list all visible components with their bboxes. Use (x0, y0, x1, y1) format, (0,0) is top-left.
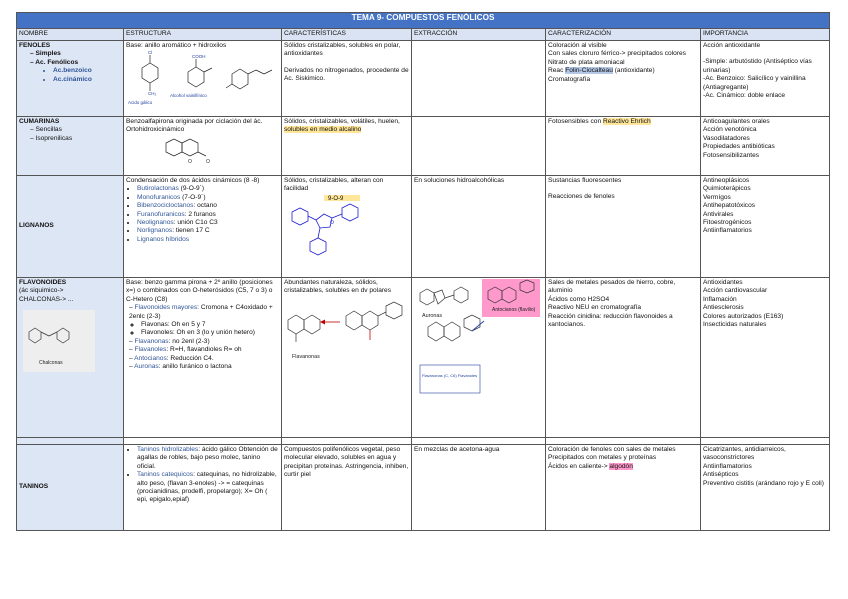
header-nombre: NOMBRE (17, 29, 124, 41)
cumarinas-imp-3: Vasodilatadores (703, 134, 750, 142)
fenoles-imp-5: -Ac. Cinámico: doble enlace (703, 92, 786, 100)
list-item (129, 355, 279, 363)
cumarinas-imp-1: Anticoagulantes orales (703, 118, 770, 125)
flavonoides-imp-4: Antiesclerosis (703, 304, 744, 312)
cumarinas-carz-prefix: Fotosensibles con (548, 118, 603, 125)
taninos-extraccion: En mezclas de acetona-agua (414, 446, 500, 453)
term-desc: : catequinas, no hidrolizable, alto peso, (flavan 3-enoles) -> = catequinas (procianidinas, prodelfi, propelargo); X= Oh ( epi, epigalo,epiaf) (137, 471, 277, 504)
term: Butirolactonas (137, 185, 179, 193)
fig-label-auronas: Auronas (422, 313, 443, 319)
taninos-imp-4: Preventivo cistitis (arándano rojo y E coli) (703, 479, 824, 487)
cumarinas-sub-list (19, 126, 121, 143)
list-item (129, 338, 279, 346)
lignanos-name: LIGNANOS (19, 222, 54, 230)
flavonoides-carz-4: Reacción cinidina: reducción flavonoides a xantocianos. (548, 312, 673, 329)
cell-fenoles-name (17, 41, 124, 117)
lignanos-caract: Sólidos, cristalizables, alteran con facilidad (284, 177, 384, 193)
butirolactone-figure (284, 194, 394, 262)
svg-text:O: O (330, 219, 334, 226)
compuestos-fenolicos-table (16, 12, 830, 531)
flavonoides-carz-3: Reactivo NEU en cromatografía (548, 304, 642, 312)
fig-label-acido-galico: Acido gálico (128, 100, 153, 106)
cell-taninos-importancia (701, 445, 830, 531)
list-item: ◦ Flavonoles: Oh en 3 (lo y unión hetero) (141, 329, 279, 337)
list-item: ◦ Flavonas: Oh en 5 y 7 (141, 321, 279, 329)
cumarinas-estructura: Benzoalfapirona originada por ciclación del ác. Ortohidroxicinámico (126, 118, 263, 134)
flavonoides-imp-2: Acción cardiovascular (703, 287, 768, 295)
taninos-imp-2: Antiinflamatorios (703, 462, 752, 470)
cell-cumarinas-caracterizacion (546, 117, 701, 176)
list-item (137, 211, 279, 219)
fenoles-carz-3: Nitrato de plata amoniacal (548, 58, 625, 66)
lignanos-imp-6: Fitoestrogénicos (703, 219, 752, 227)
taninos-carz-2: Precipitados con metales y proteínas (548, 454, 657, 462)
header-extraccion: EXTRACCIÓN (412, 29, 546, 41)
flavonoides-imp-1: Antioxidantes (703, 279, 743, 286)
term: Monofuranicos (137, 193, 181, 201)
cell-flavonoides-estructura (124, 278, 282, 438)
spacer-cell (701, 438, 830, 445)
row-lignanos (17, 176, 830, 278)
acidos-prefix: Ácidos en caliente-> (548, 462, 610, 470)
fenoles-subsub-list (19, 67, 121, 84)
lignanos-imp-5: Antivirales (703, 210, 734, 218)
taninos-imp-3: Antisépticos (703, 471, 739, 479)
term: Flavanoles (134, 346, 167, 354)
term: Bibenzocicloctanos (137, 202, 194, 210)
chalcone-figure (19, 304, 99, 376)
lignanos-carz-3: Reacciones de fenoles (548, 193, 615, 201)
fenoles-estructura: Base: anillo aromático + hidroxilos (126, 42, 227, 49)
reac-folin-highlight: Folin-Ciocalteau (565, 67, 613, 75)
cell-cumarinas-caracteristicas (282, 117, 412, 176)
svg-text:CH₃: CH₃ (148, 91, 157, 97)
lignanos-imp-1: Antineoplásicos (703, 177, 750, 184)
list-item (129, 346, 279, 354)
flavonoides-carz-2: Ácidos como H2SO4 (548, 295, 610, 303)
taninos-carz-acidos (548, 463, 698, 471)
cell-cumarinas-name (17, 117, 124, 176)
lignanos-list (126, 185, 279, 244)
row-spacer (17, 438, 830, 445)
list-item: – Simples (22, 50, 121, 58)
list-item: – Ac. Fenólicos (22, 59, 121, 67)
fenoles-caract-2: Derivados no nitrogenados, procedente de Ac. Siskimico. (284, 66, 409, 83)
taninos-name: TANINOS (19, 483, 49, 491)
list-item (129, 304, 279, 338)
flavonoides-list (126, 304, 279, 371)
cell-flavonoides-caracterizacion (546, 278, 701, 438)
fenoles-sub-list (19, 50, 121, 67)
header-caracterizacion: CARACTERIZACIÓN (546, 29, 701, 41)
cell-lignanos-estructura (124, 176, 282, 278)
spacer-cell (282, 438, 412, 445)
coumarin-structure-figure (126, 135, 216, 171)
taninos-caract: Compuestos polifenólicos vegetal, peso molecular elevado, solubles en agua y precipitan proteínas. Astringencia, inhiben, curtir piel (284, 446, 409, 479)
header-importancia: IMPORTANCIA (701, 29, 830, 41)
header-caracteristicas: CARACTERÍSTICAS (282, 29, 412, 41)
lignanos-imp-4: Antihepatotóxicos (703, 202, 756, 210)
lignanos-imp-3: Vermígos (703, 193, 731, 201)
flavonoides-imp-6: Insecticidas naturales (703, 321, 767, 329)
fenoles-carz-cromato: Cromatografía (548, 75, 591, 83)
flavonoides-sub-list (129, 321, 279, 338)
row-taninos (17, 445, 830, 531)
cell-cumarinas-importancia (701, 117, 830, 176)
taninos-imp-1: Cicatrizantes, antidiarreicos, vasoconstrictores (703, 446, 786, 462)
cumarinas-imp-2: Acción venotónica (703, 126, 757, 134)
term: Neolignanos (137, 219, 174, 227)
cell-flavonoides-importancia (701, 278, 830, 438)
aurona-antociano-figure (414, 279, 542, 403)
term: Furanofuranicos (137, 210, 185, 218)
spacer-cell (412, 438, 546, 445)
flavonoides-caract: Abundantes naturaleza, sólidos, cristalizables, solubles en dv polares (284, 279, 392, 295)
taninos-carz-1: Coloración de fenoles con sales de metales (548, 446, 676, 453)
cell-cumarinas-extraccion (412, 117, 546, 176)
term-desc: : octano (193, 202, 217, 210)
term-desc: : unión C1o C3 (173, 219, 218, 227)
cell-fenoles-caracteristicas (282, 41, 412, 117)
cell-fenoles-caracterizacion (546, 41, 701, 117)
flavanone-figure (284, 296, 408, 368)
fig-label-small: Flavanonas (C, C6) Flavanoles (422, 373, 478, 378)
term-desc: : Reducción C4. (166, 354, 214, 362)
term: Flavonoides mayores (134, 304, 198, 312)
spacer-cell (124, 438, 282, 445)
lignanos-carz-1: Sustancias fluorescentes (548, 177, 622, 184)
fenoles-caract-1: Sólidos cristalizables, solubles en polar, antioxidantes (284, 42, 401, 58)
list-item: • Ac.cinámico (53, 76, 121, 84)
cell-lignanos-caracteristicas (282, 176, 412, 278)
cumarinas-carz-highlight: Reactivo Ehrlich (602, 118, 651, 125)
fenoles-name: FENOLES (19, 42, 51, 49)
cell-flavonoides-extraccion (412, 278, 546, 438)
cell-lignanos-importancia (701, 176, 830, 278)
cell-lignanos-extraccion (412, 176, 546, 278)
fenoles-imp-1: Acción antioxidante (703, 42, 761, 49)
cell-lignanos-caracterizacion (546, 176, 701, 278)
svg-text:O: O (188, 158, 192, 165)
cell-cumarinas-estructura (124, 117, 282, 176)
taninos-list (126, 446, 279, 505)
phenolic-structures-figure (126, 50, 276, 106)
flavonoides-estructura: Base: benzo gamma pirona + 2º anillo (posiciones x=) o combinados con O-heterósidos (C5, 7 o 3) o C-Hetero (C8) (126, 279, 273, 303)
list-item: – Sencillas (22, 126, 121, 134)
flavonoides-imp-3: Inflamación (703, 295, 737, 303)
fenoles-imp-4: -Ac. Benzoico: Salicílico y vainillina (Antiagregante) (703, 75, 806, 91)
cumarinas-caract-prefix: Sólidos, cristalizables, volátiles, huelen, (284, 118, 400, 125)
list-item (137, 219, 279, 227)
svg-text:O: O (206, 158, 210, 165)
spacer-cell (17, 438, 124, 445)
term-desc: (9-O-9´) (178, 185, 205, 193)
list-item (137, 185, 279, 193)
term-desc: : R=H, flavandioles R= oh (166, 346, 242, 354)
term: Flavanonas (134, 337, 169, 345)
lignanos-imp-7: Antiinflamatorios (703, 227, 752, 235)
lignanos-extraccion: En soluciones hidroalcohólicas (414, 177, 505, 184)
cell-taninos-caracterizacion (546, 445, 701, 531)
cell-lignanos-name (17, 176, 124, 278)
term-desc: : no 2enl (2-3) (168, 337, 210, 345)
list-item (129, 363, 279, 371)
fig-label-antocianos: Antocianos (flavilio) (492, 307, 536, 313)
fenoles-carz-2: Con sales cloruro férrico-> precipitados colores (548, 50, 686, 58)
cumarinas-imp-4: Propiedades antibióticas (703, 143, 775, 151)
flavonoides-name: FLAVONOIDES (19, 279, 67, 286)
reac-suffix: (antioxidante) (612, 67, 655, 75)
flavonoides-name-line-2: CHALCONAS-> ... (19, 295, 74, 303)
fenoles-imp-3: -Simple: arbutóstido (Antiséptico vías urinarias) (703, 58, 812, 74)
list-item: • Ac.benzoico (53, 67, 121, 75)
cumarinas-caract-highlight: solubles en medio alcalino (284, 126, 362, 134)
fenoles-carz-reac (548, 67, 698, 75)
list-item (137, 202, 279, 210)
term-desc: : ácido gálico Obtención de agallas de robles, bajo peso molec, tanino oficial. (137, 446, 278, 470)
cell-fenoles-estructura (124, 41, 282, 117)
list-item (137, 471, 279, 505)
row-fenoles (17, 41, 830, 117)
list-item: – Isoprenilicas (22, 135, 121, 143)
term-desc: (7-O-9´) (180, 193, 206, 201)
flavonoides-name-line-1: (ác siquimico-> (19, 287, 64, 295)
cell-taninos-caracteristicas (282, 445, 412, 531)
cumarinas-name: CUMARINAS (19, 118, 60, 125)
spacer-cell (546, 438, 701, 445)
lignanos-imp-2: Quimioterápicos (703, 185, 751, 193)
term: Taninos hidrolizables (137, 446, 199, 453)
fig-label-cooh: COOH (192, 54, 206, 60)
list-item (137, 446, 279, 471)
flavonoides-carz-1: Sales de metales pesados de hierro, cobre, aluminio (548, 279, 676, 295)
cell-fenoles-extraccion (412, 41, 546, 117)
term-desc: : 2 furanos (184, 210, 216, 218)
term-desc: : tienen 17 C (172, 227, 210, 235)
fig-label-chalconas: Chalconas (39, 360, 63, 367)
cell-flavonoides-name (17, 278, 124, 438)
svg-text:Cl: Cl (148, 50, 153, 56)
header-estructura: ESTRUCTURA (124, 29, 282, 41)
cell-taninos-name (17, 445, 124, 531)
cell-fenoles-importancia (701, 41, 830, 117)
term: Auronas (134, 363, 159, 371)
term: Taninos catequicos (137, 471, 194, 479)
acidos-highlight: algodón (609, 462, 633, 470)
cumarinas-imp-5: Fotosensibilizantes (703, 151, 760, 159)
fenoles-carz-1: Coloración al visible (548, 42, 607, 49)
list-item (137, 236, 279, 244)
row-cumarinas (17, 117, 830, 176)
reac-prefix: Reac (548, 67, 566, 75)
term-desc: : Cromona + C4oxidado + 2enlc (2-3) (129, 304, 273, 320)
list-item (137, 194, 279, 202)
fig-label-9o9: 9-O-9 (328, 195, 344, 202)
fig-label-alcohol-vainillinico: Alcohol vainillínico (170, 93, 207, 99)
cell-flavonoides-caracteristicas (282, 278, 412, 438)
list-item (137, 227, 279, 235)
table-title: TEMA 9- COMPUESTOS FENÓLICOS (17, 13, 830, 29)
flavonoides-imp-5: Colores autorizados (E163) (703, 312, 784, 320)
cell-taninos-extraccion (412, 445, 546, 531)
term-desc: : anillo furánico o lactona (158, 363, 232, 371)
term: Lignanos híbridos (137, 235, 190, 243)
term: Norlignanos (137, 227, 173, 235)
lignanos-estructura: Condensación de dos ácidos cinámicos (8 -8) (126, 177, 260, 184)
row-flavonoides (17, 278, 830, 438)
term: Antocianos (134, 354, 167, 362)
cell-taninos-estructura (124, 445, 282, 531)
fig-label-flavanonas: Flavanonas (292, 353, 320, 360)
